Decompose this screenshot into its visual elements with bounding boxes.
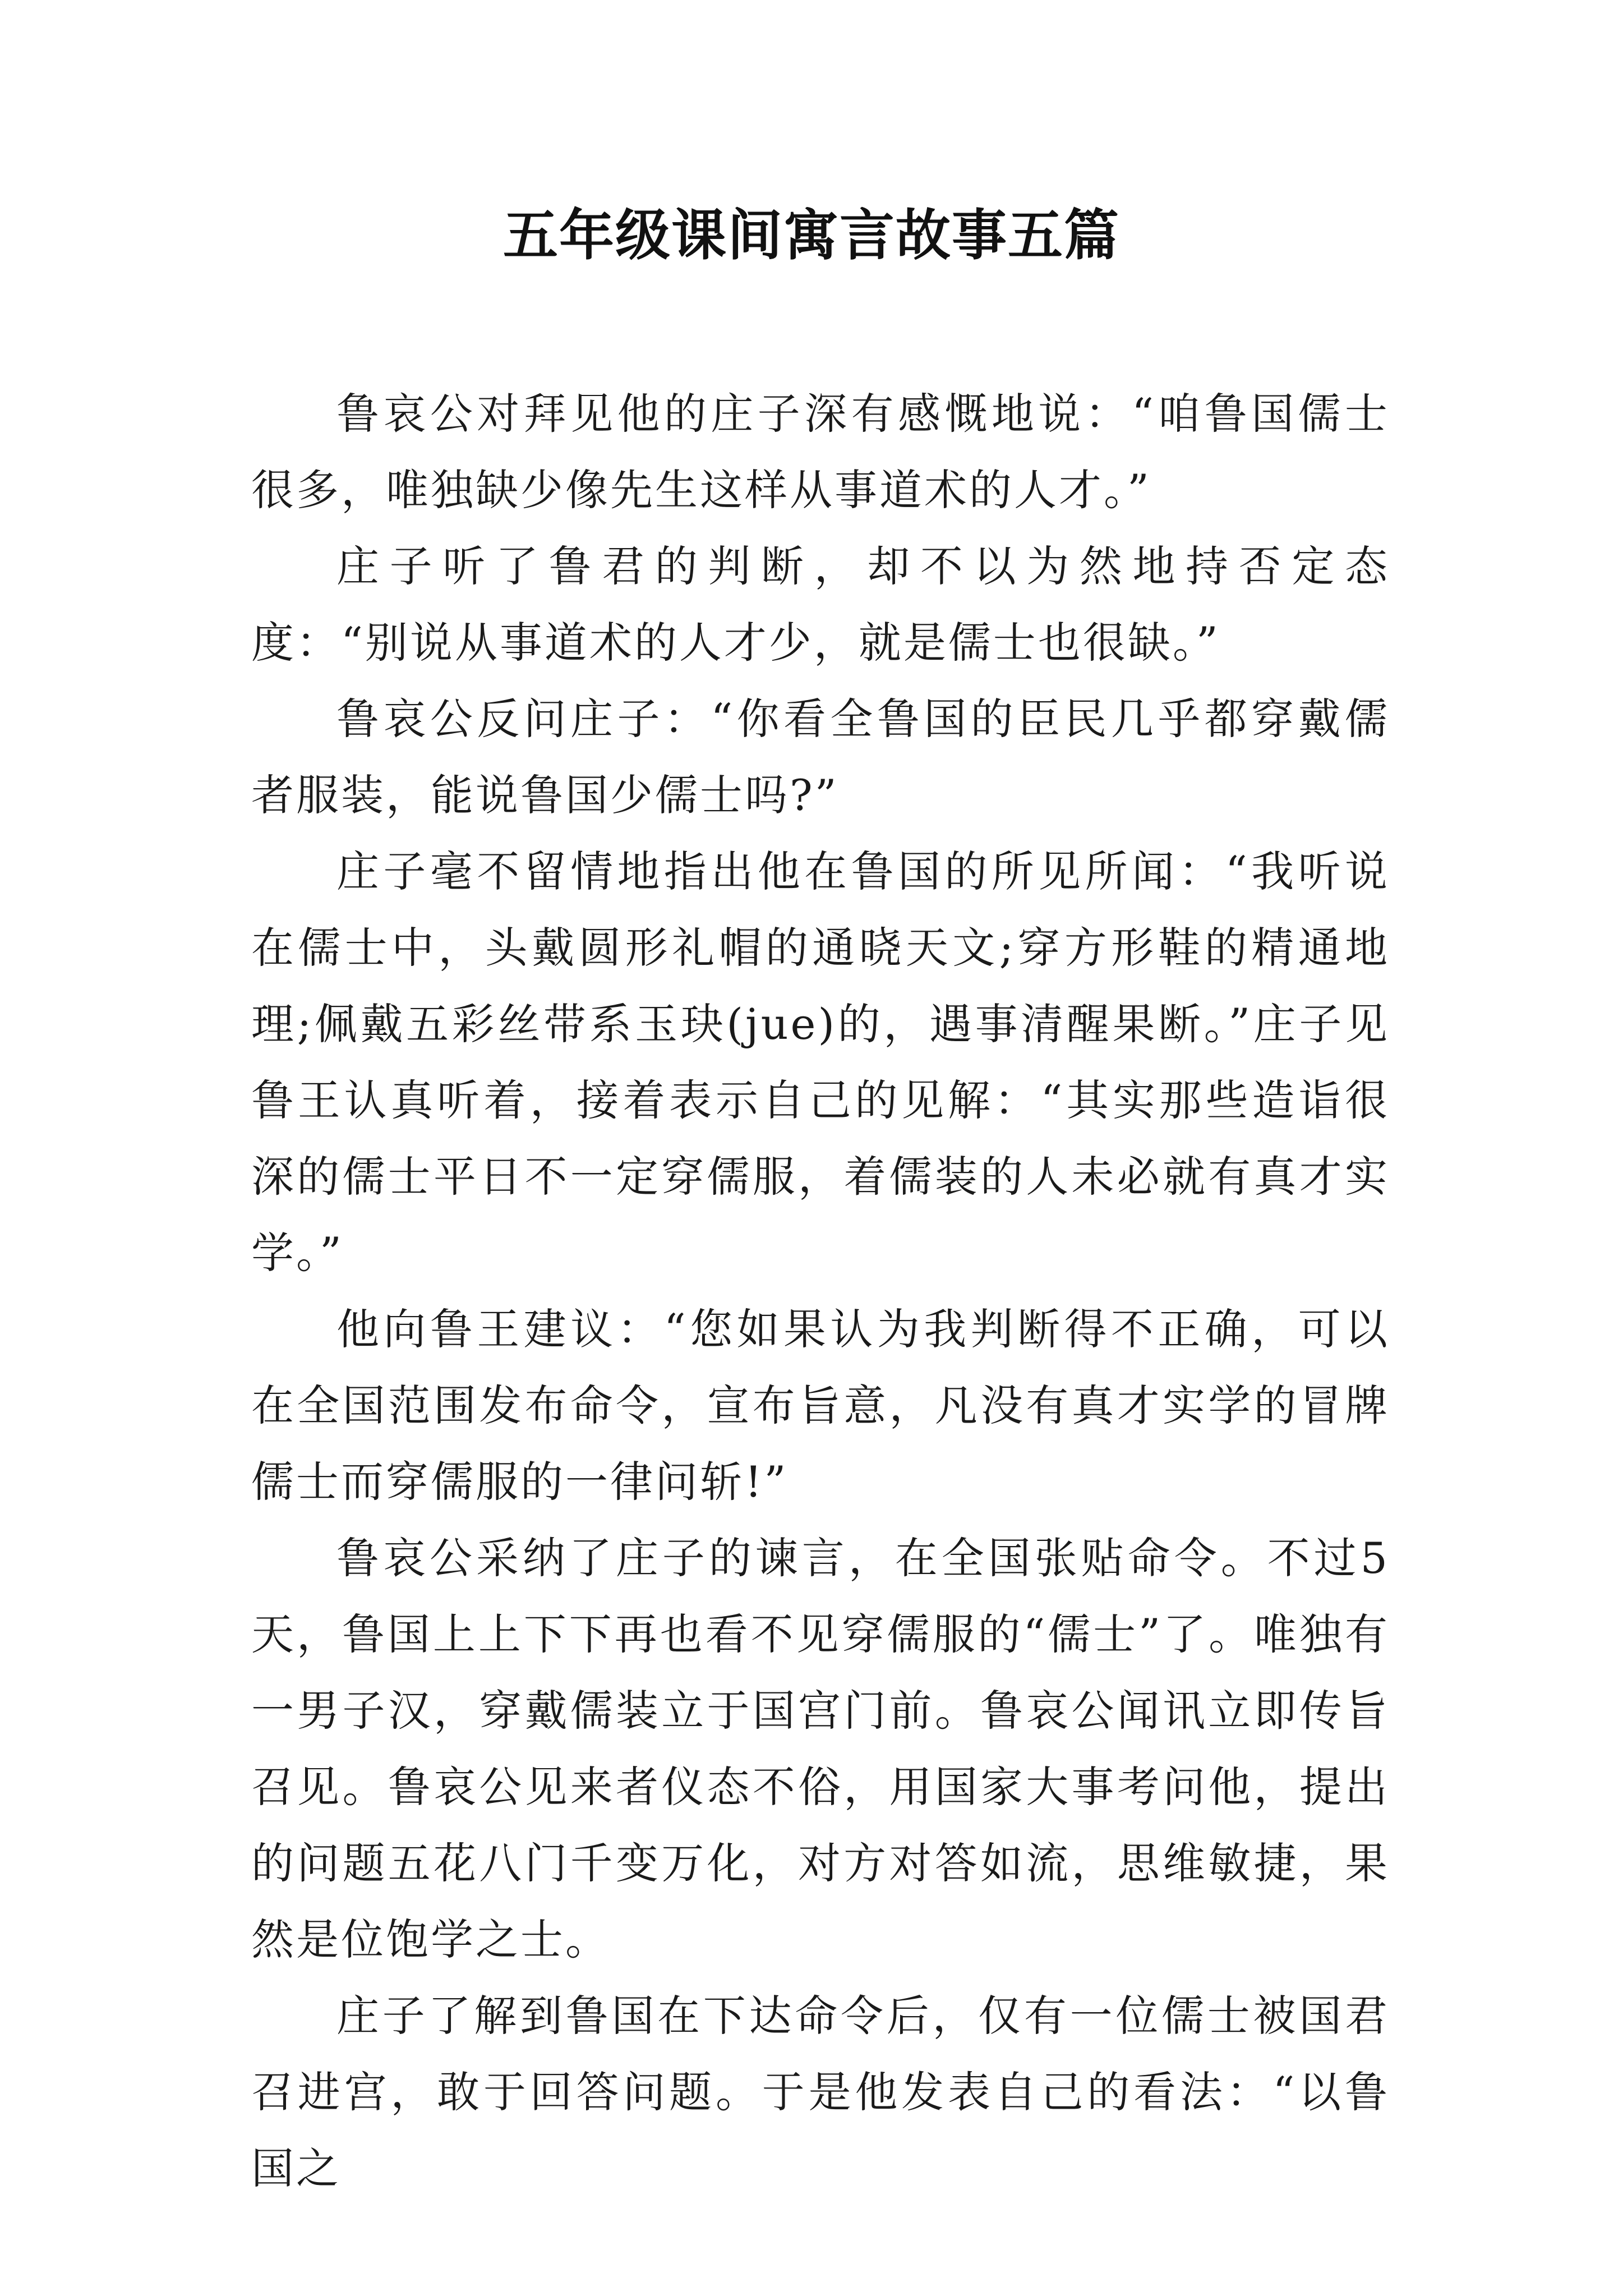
paragraph: 庄子毫不留情地指出他在鲁国的所见所闻：“我听说在儒士中，头戴圆形礼帽的通晓天文;穿方形鞋的精通地理;佩戴五彩丝带系玉玦(jue)的，遇事清醒果断。”庄子见鲁王认真听着，接着表示自己的见解：“其实那些造诣很深的儒士平日不一定穿儒服，着儒装的人未必就有真才实学。”: [251, 846, 1390, 1278]
paragraph: 鲁哀公采纳了庄子的谏言，在全国张贴命令。不过5天，鲁国上上下下再也看不见穿儒服的“儒士”了。唯独有一男子汉，穿戴儒装立于国宫门前。鲁哀公闻讯立即传旨召见。鲁哀公见来者仪态不俗，用国家大事考问他，提出的问题五花八门千变万化，对方对答如流，思维敏捷，果然是位饱学之士。: [251, 1533, 1390, 1964]
paragraph: 庄子了解到鲁国在下达命令后，仅有一位儒士被国君召进宫，敢于回答问题。于是他发表自己的看法：“以鲁国之: [251, 1991, 1390, 2193]
paragraph: 他向鲁王建议：“您如果认为我判断得不正确，可以在全国范围发布命令，宣布旨意，凡没有真才实学的冒牌儒士而穿儒服的一律问斩!”: [251, 1304, 1390, 1507]
document-title: 五年级课间寓言故事五篇: [502, 203, 1120, 268]
document-body: [251, 376, 1390, 2207]
paragraph: 庄子听了鲁君的判断，却不以为然地持否定态度：“别说从事道术的人才少，就是儒士也很缺。”: [251, 541, 1390, 668]
paragraph: 鲁哀公反问庄子：“你看全鲁国的臣民几乎都穿戴儒者服装，能说鲁国少儒士吗?”: [251, 694, 1390, 820]
paragraph: 鲁哀公对拜见他的庄子深有感慨地说：“咱鲁国儒士很多，唯独缺少像先生这样从事道术的人才。”: [251, 389, 1390, 515]
